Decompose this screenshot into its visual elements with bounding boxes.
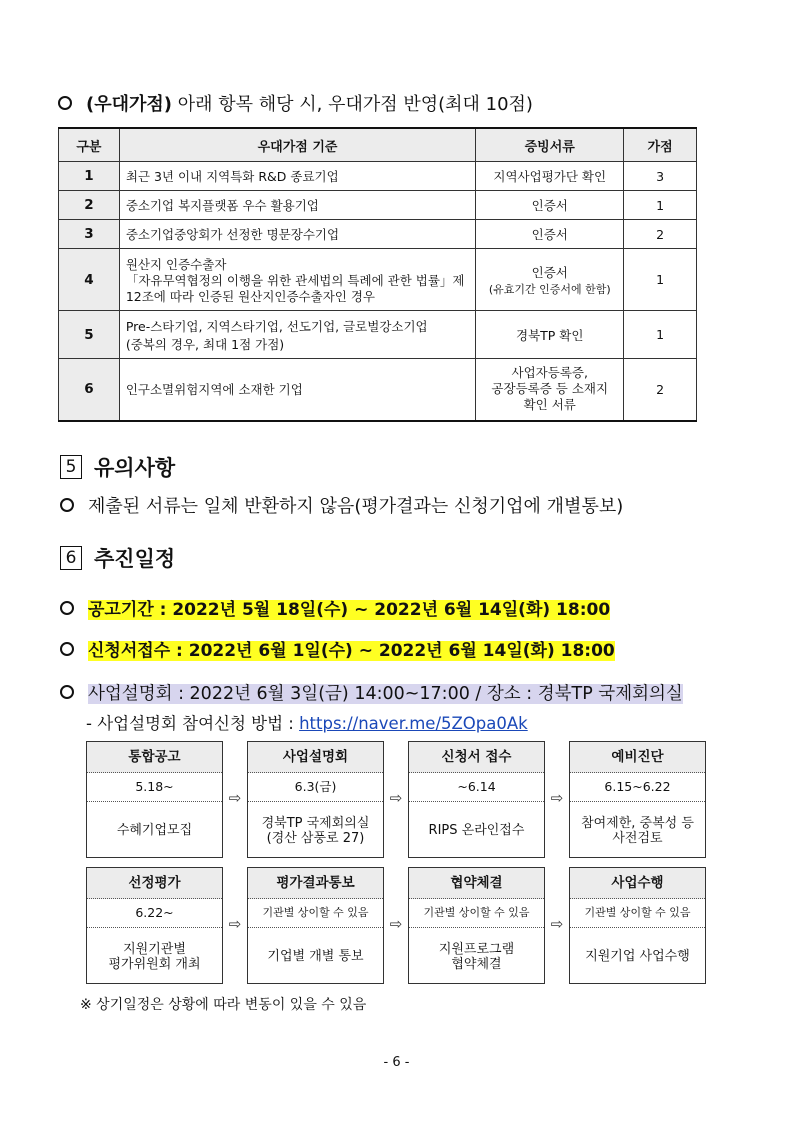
col-header-score: 가점	[624, 128, 697, 162]
section-notice-heading	[60, 452, 175, 482]
table-row	[59, 359, 697, 421]
stage-date: 6.15~6.22	[570, 773, 705, 802]
bullet-icon	[60, 498, 74, 512]
row-criteria	[119, 249, 475, 311]
col-header-no: 구분	[59, 128, 120, 162]
stage-desc: 지원프로그램 협약체결	[438, 941, 515, 972]
row-no: 2	[59, 191, 120, 220]
flow-row-1	[86, 741, 706, 858]
flow-stage	[408, 741, 545, 858]
table-row	[59, 249, 697, 311]
stage-title: 선정평가	[87, 868, 222, 899]
arrow-right-icon: ⇨	[550, 789, 564, 807]
stage-date: 기관별 상이할 수 있음	[570, 899, 705, 928]
row-criteria-line1: 원산지 인증수출자	[125, 256, 227, 272]
schedule-footnote: ※ 상기일정은 상황에 따라 변동이 있을 수 있음	[80, 997, 367, 1013]
row-score: 1	[624, 249, 697, 311]
row-score: 1	[624, 311, 697, 359]
arrow-right-icon: ⇨	[389, 789, 403, 807]
bullet-icon	[60, 601, 74, 615]
arrow-right-icon: ⇨	[389, 915, 403, 933]
briefing-line	[60, 680, 683, 705]
briefing-link-label: - 사업설명회 참여신청 방법 :	[86, 714, 300, 733]
row-criteria-line2: 「자유무역협정의 이행을 위한 관세법의 특례에 관한 법률」제12조에 따라 인증된 원산지인증수출자인 경우	[125, 272, 465, 304]
stage-date: 기관별 상이할 수 있음	[248, 899, 383, 928]
row-no: 1	[59, 162, 120, 191]
col-header-docs: 증빙서류	[476, 128, 624, 162]
page-number: - 6 -	[383, 1055, 410, 1070]
row-score: 1	[624, 191, 697, 220]
arrow-right-icon: ⇨	[550, 915, 564, 933]
bullet-icon	[60, 642, 74, 656]
row-docs-line2: (유효기간 인증서에 한함)	[488, 282, 611, 296]
row-criteria: 중소기업 복지플랫폼 우수 활용기업	[119, 191, 475, 220]
stage-title: 사업수행	[570, 868, 705, 899]
stage-title: 예비진단	[570, 742, 705, 773]
flow-row-2	[86, 867, 706, 984]
bonus-description: 아래 항목 해당 시, 우대가점 반영(최대 10점)	[177, 94, 533, 115]
stage-date: 6.3(금)	[248, 773, 383, 802]
stage-desc: RIPS 온라인접수	[428, 823, 525, 838]
bonus-heading	[58, 90, 533, 116]
stage-desc: 참여제한, 중복성 등 사전검토	[581, 815, 694, 846]
arrow-right-icon: ⇨	[228, 789, 242, 807]
section-title: 추진일정	[94, 547, 176, 571]
row-docs	[476, 249, 624, 311]
flow-stage	[247, 741, 384, 858]
apply-line	[60, 636, 615, 661]
section-schedule-heading	[60, 543, 175, 573]
row-docs	[476, 359, 624, 421]
row-criteria: 중소기업중앙회가 선정한 명문장수기업	[119, 220, 475, 249]
col-header-criteria: 우대가점 기준	[119, 128, 475, 162]
stage-date: 6.22~	[87, 899, 222, 928]
section-number: 5	[60, 455, 82, 479]
notice-text-line	[60, 492, 623, 518]
row-no: 5	[59, 311, 120, 359]
stage-title: 협약체결	[409, 868, 544, 899]
table-row	[59, 311, 697, 359]
row-docs: 인증서	[476, 220, 624, 249]
stage-desc: 지원기업 사업수행	[585, 949, 690, 964]
row-docs-line3: 확인 서류	[523, 397, 576, 413]
arrow-right-icon: ⇨	[228, 915, 242, 933]
row-criteria: 최근 3년 이내 지역특화 R&D 종료기업	[119, 162, 475, 191]
row-docs-line1: 사업자등록증,	[511, 365, 588, 381]
flow-stage	[86, 867, 223, 984]
flow-stage	[569, 867, 706, 984]
table-row	[59, 162, 697, 191]
row-score: 2	[624, 359, 697, 421]
stage-date: 5.18~	[87, 773, 222, 802]
stage-desc: 지원기관별 평가위원회 개최	[108, 941, 201, 972]
stage-date: ~6.14	[409, 773, 544, 802]
row-docs: 지역사업평가단 확인	[476, 162, 624, 191]
period-text: 공고기간 : 2022년 5월 18일(수) ~ 2022년 6월 14일(화) 18:00	[88, 600, 611, 620]
period-line	[60, 595, 610, 620]
flow-stage	[569, 741, 706, 858]
apply-text: 신청서접수 : 2022년 6월 1일(수) ~ 2022년 6월 14일(화) 18:00	[88, 641, 615, 661]
stage-title: 신청서 접수	[409, 742, 544, 773]
table-row	[59, 191, 697, 220]
row-docs-line2: 공장등록증 등 소재지	[491, 381, 609, 397]
table-row	[59, 220, 697, 249]
row-score: 3	[624, 162, 697, 191]
section-number: 6	[60, 546, 82, 570]
row-docs: 인증서	[476, 191, 624, 220]
stage-title: 사업설명회	[248, 742, 383, 773]
row-no: 6	[59, 359, 120, 421]
row-criteria: 인구소멸위험지역에 소재한 기업	[119, 359, 475, 421]
bullet-icon	[58, 96, 72, 110]
row-no: 4	[59, 249, 120, 311]
notice-text: 제출된 서류는 일체 반환하지 않음(평가결과는 신청기업에 개별통보)	[88, 496, 624, 517]
stage-desc: 경북TP 국제회의실 (경산 삼풍로 27)	[261, 815, 370, 846]
briefing-link-line	[86, 710, 528, 734]
row-score: 2	[624, 220, 697, 249]
row-docs-line1: 인증서	[531, 264, 568, 280]
flow-stage	[86, 741, 223, 858]
stage-date: 기관별 상이할 수 있음	[409, 899, 544, 928]
flow-stage	[408, 867, 545, 984]
table-header-row	[59, 128, 697, 162]
bonus-title: (우대가점)	[86, 94, 173, 115]
stage-desc: 수혜기업모집	[116, 823, 193, 838]
stage-title: 평가결과통보	[248, 868, 383, 899]
row-criteria-line1: Pre-스타기업, 지역스타기업, 선도기업, 글로벌강소기업	[125, 318, 428, 334]
stage-desc: 기업별 개별 통보	[267, 949, 364, 964]
bonus-table	[58, 127, 697, 422]
section-title: 유의사항	[94, 456, 176, 480]
row-docs: 경북TP 확인	[476, 311, 624, 359]
briefing-text: 사업설명회 : 2022년 6월 3일(금) 14:00~17:00 / 장소 : 경북TP 국제회의실	[88, 684, 683, 704]
bullet-icon	[60, 685, 74, 699]
briefing-signup-link[interactable]: https://naver.me/5ZOpa0Ak	[299, 714, 528, 733]
row-criteria	[119, 311, 475, 359]
row-criteria-line2: (중복의 경우, 최대 1점 가점)	[125, 336, 285, 352]
stage-title: 통합공고	[87, 742, 222, 773]
row-no: 3	[59, 220, 120, 249]
flow-stage	[247, 867, 384, 984]
